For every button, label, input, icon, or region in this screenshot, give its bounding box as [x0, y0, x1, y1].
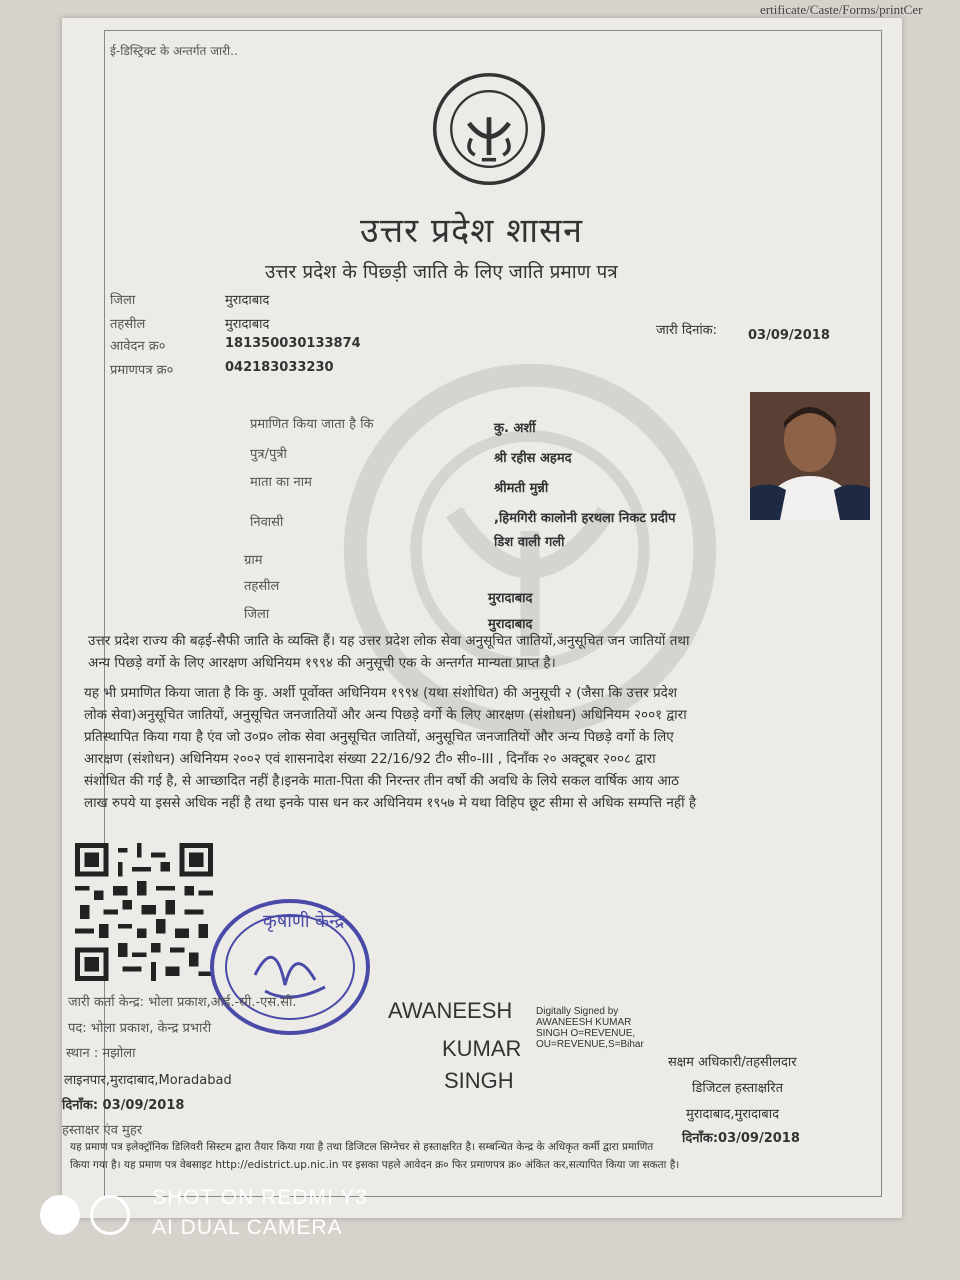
issuer-sign-label: हस्ताक्षर एंव मुहर	[62, 1123, 143, 1138]
issuer-date: दिनाँक: 03/09/2018	[62, 1098, 185, 1113]
issuer-address: लाइनपार,मुरादाबाद,Moradabad	[64, 1073, 232, 1088]
caste-paragraph	[88, 630, 858, 674]
mother-label: माता का नाम	[250, 475, 312, 490]
authority-location: मुरादाबाद,मुरादाबाद	[686, 1107, 779, 1122]
person-tehsil-label: तहसील	[244, 579, 280, 594]
district-label: जिला	[110, 293, 136, 308]
document-subtitle: उत्तर प्रदेश के पिछ्ड़ी जाति के लिए जाति प्रमाण पत्र	[265, 261, 618, 283]
parent-label: पुत्र/पुत्री	[250, 447, 287, 462]
village-label: ग्राम	[244, 553, 263, 568]
issuer-place: स्थान : मझोला	[66, 1046, 136, 1061]
income-paragraph	[84, 682, 864, 814]
signer-name-line-3: SINGH	[444, 1068, 514, 1093]
signer-name-line-2: KUMAR	[442, 1036, 522, 1061]
header-note: ई-डिस्ट्रिक्ट के अन्तर्गत जारी..	[110, 44, 238, 58]
paragraph-line: संशोधित की गई है, से आच्छादित नहीं है।इनके माता-पिता की निरन्तर तीन वर्षो की अवधि के लिये सकल वार्षिक आय आठ	[84, 773, 679, 789]
signature-detail-line: OU=REVENUE,S=Bihar	[536, 1039, 644, 1050]
camera-dot-outline-icon	[90, 1195, 130, 1235]
authority-date: दिनाँक:03/09/2018	[682, 1131, 800, 1146]
residence-line-1: ,हिमगिरी कालोनी हरथला निकट प्रदीप	[494, 511, 676, 526]
person-tehsil-value: मुरादाबाद	[488, 591, 533, 606]
mother-name: श्रीमती मुन्नी	[494, 481, 549, 496]
residence-line-2: डिश वाली गली	[494, 535, 565, 550]
application-label: आवेदन क्र०	[110, 339, 166, 354]
paragraph-line: उत्तर प्रदेश राज्य की बढ़ई-सैफी जाति के व्यक्ति हैं। यह उत्तर प्रदेश लोक सेवा अनुसूचित जातियों,अनुसूचित जन जातियों तथा	[88, 633, 690, 649]
person-district-label: जिला	[244, 607, 270, 622]
authority-title: सक्षम अधिकारी/तहसीलदार	[668, 1055, 797, 1070]
round-stamp-seal	[205, 895, 375, 1045]
father-name: श्री रहीस अहमद	[494, 451, 572, 466]
verification-footer	[70, 1140, 870, 1172]
signature-detail-line: SINGH O=REVENUE,	[536, 1028, 636, 1039]
certificate-label: प्रमाणपत्र क्र०	[110, 363, 174, 378]
camera-watermark-line-2: AI DUAL CAMERA	[152, 1216, 343, 1239]
certified-label: प्रमाणित किया जाता है कि	[250, 417, 374, 432]
camera-watermark-line-1: SHOT ON REDMI Y3	[152, 1186, 368, 1209]
footer-line: यह प्रमाण पत्र इलेक्ट्रॉनिक डिलिवरी सिस्टम द्वारा तैयार किया गया है तथा डिजिटल सिग्नेचर से हस्ताक्षरित है। सम्बन्धित केन्द्र के अधिकृत कर्मी द्वारा प्रमाणित	[70, 1141, 654, 1153]
url-fragment: ertificate/Caste/Forms/printCer	[760, 2, 923, 17]
paragraph-line: लाख रुपये या इससे अधिक नहीं है तथा इनके पास धन कर अधिनियम १९५७ मे यथा विहिप छूट सीमा से अधिक सम्पत्ति नहीं है	[84, 795, 697, 811]
issue-date-label: जारी दिनांक:	[656, 323, 718, 338]
qr-code-icon	[75, 843, 213, 981]
document-title: उत्तर प्रदेश शासन	[360, 211, 583, 251]
paragraph-line: प्रतिस्थापित किया गया है एंव जो उ०प्र० लोक सेवा अनुसूचित जातियों, अनुसूचित जनजातियों और अन्य पिछड़े वर्गो के लिए	[84, 729, 674, 745]
signature-detail-line: AWANEESH KUMAR	[536, 1017, 632, 1028]
paragraph-line: लोक सेवा)अनुसूचित जातियों, अनुसूचित जनजातियों और अन्य पिछड़े वर्गो के लिए आरक्षण (संशोधन) अधिनियम २००१ द्वारा	[84, 707, 687, 723]
issue-date-value: 03/09/2018	[748, 328, 830, 343]
applicant-photo	[750, 392, 870, 520]
person-district-value: मुरादाबाद	[488, 617, 533, 632]
footer-line: किया गया है। यह प्रमाण पत्र वेबसाइट http://edistrict.up.nic.in पर इसका पहले आवेदन क्र० फिर प्रमाणपत्र क्र० अंकित कर,सत्यापित किया जा सकता है।	[70, 1159, 680, 1171]
stamp-text: कृषाणी केन्द्र	[263, 911, 345, 932]
issuer-center: जारी कर्ता केन्द्र: भोला प्रकाश,आई.-सी.-एस.सी.	[68, 995, 297, 1010]
district-value: मुरादाबाद	[225, 293, 270, 308]
camera-dot-filled-icon	[40, 1195, 80, 1235]
certificate-number: 042183033230	[225, 360, 334, 375]
signer-name-line-1: AWANEESH	[388, 998, 513, 1023]
tehsil-label: तहसील	[110, 317, 146, 332]
paragraph-line: यह भी प्रमाणित किया जाता है कि कु. अर्शी पूर्वोक्त अधिनियम १९९४ (यथा संशोधित) की अनुसूची २ (जैसा कि उत्तर प्रदेश	[84, 685, 677, 701]
up-government-emblem-icon	[428, 70, 550, 188]
signature-detail-line: Digitally Signed by	[536, 1006, 619, 1017]
paragraph-line: आरक्षण (संशोधन) अधिनियम २००२ एवं शासनादेश संख्या 22/16/92 टी० सी०-III , दिनाँक २० अक्टूबर २००८ द्वारा	[84, 751, 656, 767]
tehsil-value: मुरादाबाद	[225, 317, 270, 332]
paragraph-line: अन्य पिछड़े वर्गो के लिए आरक्षण अधिनियम १९९४ की अनुसूची एक के अन्तर्गत मान्यता प्राप्त है।	[88, 655, 556, 671]
issuer-post: पद: भोला प्रकाश, केन्द्र प्रभारी	[68, 1021, 212, 1036]
residence-label: निवासी	[250, 515, 284, 530]
application-number: 181350030133874	[225, 336, 361, 351]
digital-signature-details	[536, 1006, 644, 1050]
authority-digital-signed: डिजिटल हस्ताक्षरित	[692, 1081, 783, 1096]
applicant-name: कु. अर्शी	[494, 421, 536, 436]
